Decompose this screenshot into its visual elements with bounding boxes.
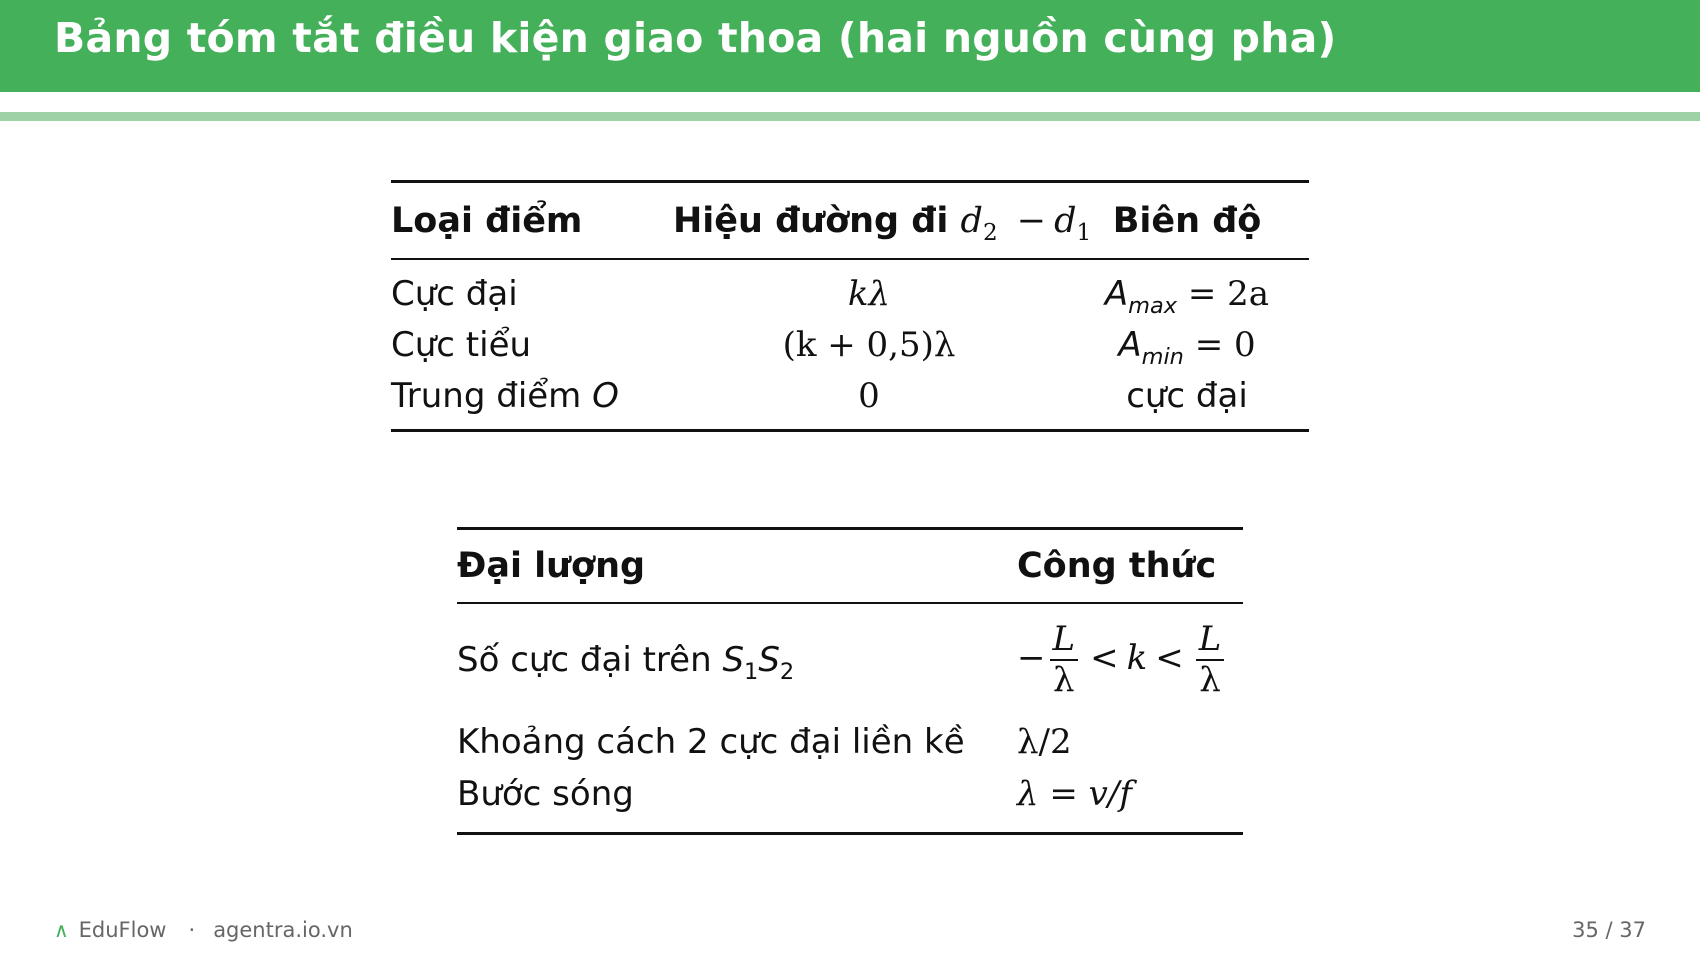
cell-point-type: Trung điểm O bbox=[391, 375, 619, 416]
header-formula: Công thức bbox=[1017, 546, 1217, 586]
table-header-row bbox=[391, 183, 1309, 260]
cell-formula: λ = v/f bbox=[1017, 774, 1132, 814]
cell-quantity: Khoảng cách 2 cực đại liền kề bbox=[457, 722, 965, 762]
cell-formula-max-count: − $\frac{L}{\lambda}$ < k < $\frac{L}{\lambda}$ bbox=[1017, 620, 1243, 700]
fraction-l-over-lambda: $\frac{L}{\lambda}$ bbox=[1050, 620, 1079, 700]
header-amplitude: Biên độ bbox=[1112, 200, 1262, 241]
table-row bbox=[391, 370, 1309, 421]
table-header-row bbox=[457, 530, 1243, 604]
eduflow-logo-icon: ∧ bbox=[54, 918, 69, 942]
slide-footer bbox=[54, 918, 353, 942]
header-quantity: Đại lượng bbox=[457, 546, 646, 586]
footer-brand: EduFlow bbox=[78, 918, 167, 942]
path-difference-formula: $d_2 - d_1$ bbox=[960, 200, 1092, 246]
cell-point-type: Cực đại bbox=[391, 273, 518, 314]
cell-path-difference: (k + 0,5)λ bbox=[782, 324, 956, 365]
cell-amplitude: $A_{max} = 2a$ bbox=[1104, 273, 1270, 319]
header-path-difference: Hiệu đường đi $d_2 - d_1$ bbox=[673, 200, 1092, 246]
formulas-table bbox=[457, 527, 1243, 835]
header-accent-line bbox=[0, 112, 1700, 121]
cell-amplitude: cực đại bbox=[1126, 375, 1248, 416]
table-row bbox=[391, 268, 1309, 319]
cell-quantity: Bước sóng bbox=[457, 774, 634, 814]
table-row bbox=[457, 604, 1243, 716]
cell-quantity: Số cực đại trên $S_1S_2$ bbox=[457, 640, 795, 685]
slide-title: Bảng tóm tắt điều kiện giao thoa (hai nguồn cùng pha) bbox=[54, 14, 1337, 62]
footer-site-link[interactable]: agentra.io.vn bbox=[213, 918, 353, 942]
table-row bbox=[457, 768, 1243, 820]
cell-path-difference: 0 bbox=[858, 375, 880, 416]
cell-amplitude: $A_{min} = 0$ bbox=[1118, 324, 1256, 370]
table-row bbox=[457, 716, 1243, 768]
cell-formula: λ/2 bbox=[1017, 722, 1072, 762]
slide-header bbox=[0, 0, 1700, 92]
page-number: 35 / 37 bbox=[1572, 918, 1646, 942]
cell-path-difference: kλ bbox=[847, 273, 891, 314]
cell-point-type: Cực tiểu bbox=[391, 324, 532, 365]
interference-conditions-table bbox=[391, 180, 1309, 432]
fraction-l-over-lambda: $\frac{L}{\lambda}$ bbox=[1196, 620, 1225, 700]
header-point-type: Loại điểm bbox=[391, 200, 583, 241]
footer-separator: · bbox=[188, 918, 196, 942]
table-row bbox=[391, 319, 1309, 370]
